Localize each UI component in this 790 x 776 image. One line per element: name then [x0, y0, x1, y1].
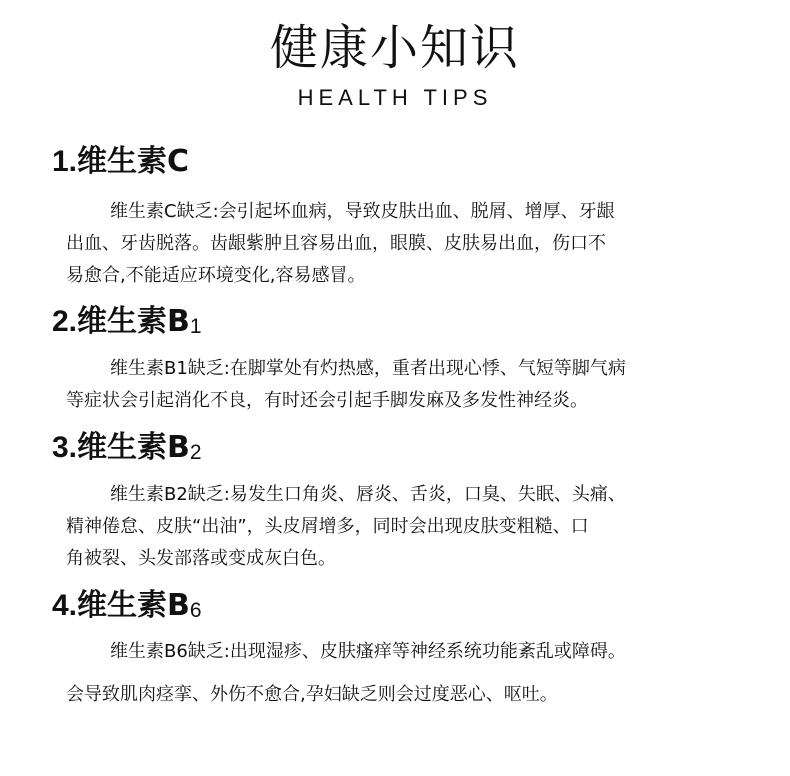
section-body-vitamin-c — [66, 196, 740, 292]
body-line: 角被裂、头发部落或变成灰白色。 — [66, 548, 336, 569]
section-number: 2. — [52, 305, 78, 338]
body-line: 精神倦怠、皮肤“出油”，头皮屑增多，同时会出现皮肤变粗糙、口 — [66, 516, 589, 537]
body-line: 等症状会引起消化不良，有时还会引起手脚发麻及多发性神经炎。 — [66, 390, 588, 411]
section-number: 3. — [52, 431, 78, 464]
section-title: 维生素B — [77, 304, 190, 339]
page-subtitle: HEALTH TIPS — [297, 85, 493, 110]
body-line: 维生素B1缺乏:在脚掌处有灼热感，重者出现心悸、气短等脚气病 — [110, 358, 626, 379]
section-subscript: 6 — [189, 599, 202, 622]
section-number: 4. — [52, 589, 78, 622]
section-body-vitamin-b2 — [66, 479, 740, 575]
section-title: 维生素B — [77, 430, 190, 465]
section-number: 1. — [52, 145, 78, 178]
section-body-vitamin-b1 — [66, 353, 740, 417]
section-body-vitamin-b6 — [66, 636, 740, 668]
section-heading-vitamin-b1 — [52, 302, 202, 347]
section-extra-vitamin-b6 — [66, 679, 740, 711]
section-title: 维生素C — [77, 144, 190, 179]
section-heading-vitamin-b2 — [52, 428, 202, 473]
body-line: 易愈合,不能适应环境变化,容易感冒。 — [66, 265, 366, 286]
body-line: 出血、牙齿脱落。齿龈紫肿且容易出血，眼膜、皮肤易出血，伤口不 — [66, 233, 606, 254]
body-line: 会导致肌肉痉挛、外伤不愈合,孕妇缺乏则会过度恶心、呕吐。 — [66, 684, 558, 705]
section-subscript: 2 — [189, 441, 202, 464]
section-title: 维生素B — [77, 588, 190, 623]
section-subscript: 1 — [189, 315, 202, 338]
body-line: 维生素B2缺乏:易发生口角炎、唇炎、舌炎，口臭、失眠、头痛、 — [110, 484, 626, 505]
section-heading-vitamin-c — [52, 142, 189, 187]
body-line: 维生素C缺乏:会引起坏血病，导致皮肤出血、脱屑、增厚、牙龈 — [110, 201, 615, 222]
body-line: 维生素B6缺乏:出现湿疹、皮肤瘙痒等神经系统功能紊乱或障碍。 — [110, 641, 626, 662]
section-heading-vitamin-b6 — [52, 586, 202, 631]
page-title: 健康小知识 — [269, 20, 520, 76]
